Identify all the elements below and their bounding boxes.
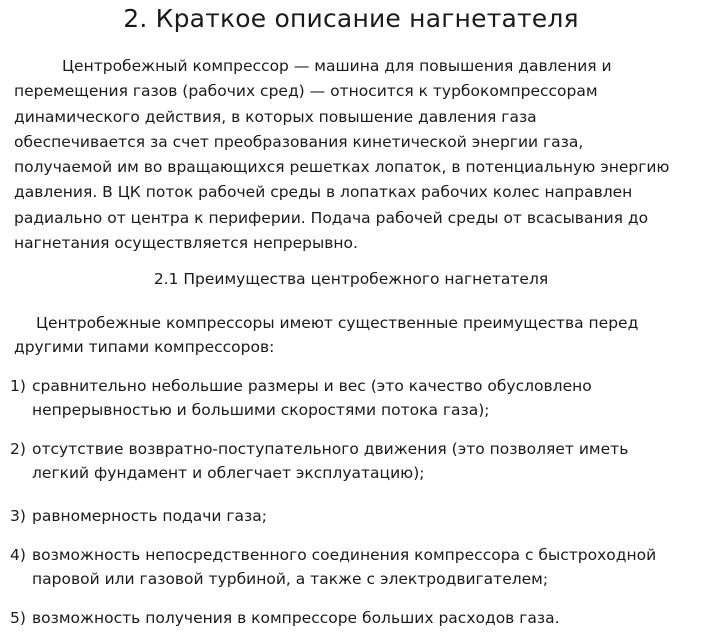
list-number: 3) — [10, 507, 26, 525]
list-item-line: сравнительно небольшие размеры и вес (это качество обусловлено — [32, 377, 592, 395]
section-title: 2. Краткое описание нагнетателя — [123, 4, 579, 33]
intro-line: другими типами компрессоров: — [14, 338, 275, 356]
paragraph-line: нагнетания осуществляется непрерывно. — [14, 234, 358, 253]
list-number: 4) — [10, 546, 26, 564]
subsection-heading: 2.1 Преимущества центробежного нагнетателя — [153, 270, 549, 288]
paragraph-line: динамического действия, в которых повышение давления газа — [14, 107, 537, 126]
list-item-line: равномерность подачи газа; — [32, 507, 267, 525]
intro-line: Центробежные компрессоры имеют существенные преимущества перед — [36, 314, 639, 332]
paragraph-line: давления. В ЦК поток рабочей среды в лопатках рабочих колес направлен — [14, 183, 633, 202]
list-number: 2) — [10, 440, 26, 458]
paragraph-line: перемещения газов (рабочих сред) — относится к турбокомпрессорам — [14, 82, 598, 101]
list-item-line: отсутствие возвратно-поступательного движения (это позволяет иметь — [32, 440, 629, 458]
paragraph-line: получаемой им во вращающихся решетках лопаток, в потенциальную энергию — [14, 158, 670, 177]
list-item-line: возможность непосредственного соединения компрессора с быстроходной — [32, 546, 657, 564]
advantages-intro — [14, 311, 694, 359]
list-item-line: непрерывностью и большими скоростями потока газа); — [32, 401, 490, 419]
list-item-line: возможность получения в компрессоре больших расходов газа. — [32, 609, 560, 627]
description-paragraph — [14, 54, 694, 256]
list-number: 1) — [10, 377, 26, 395]
list-item-line: легкий фундамент и облегчает эксплуатацию); — [32, 464, 425, 482]
paragraph-line: обеспечивается за счет преобразования кинетической энергии газа, — [14, 132, 584, 151]
paragraph-line: радиально от центра к периферии. Подача рабочей среды от всасывания до — [14, 208, 649, 227]
list-item-line: паровой или газовой турбиной, а также с электродвигателем; — [32, 570, 549, 588]
list-number: 5) — [10, 609, 26, 627]
paragraph-line: Центробежный компрессор — машина для повышения давления и — [62, 57, 612, 75]
